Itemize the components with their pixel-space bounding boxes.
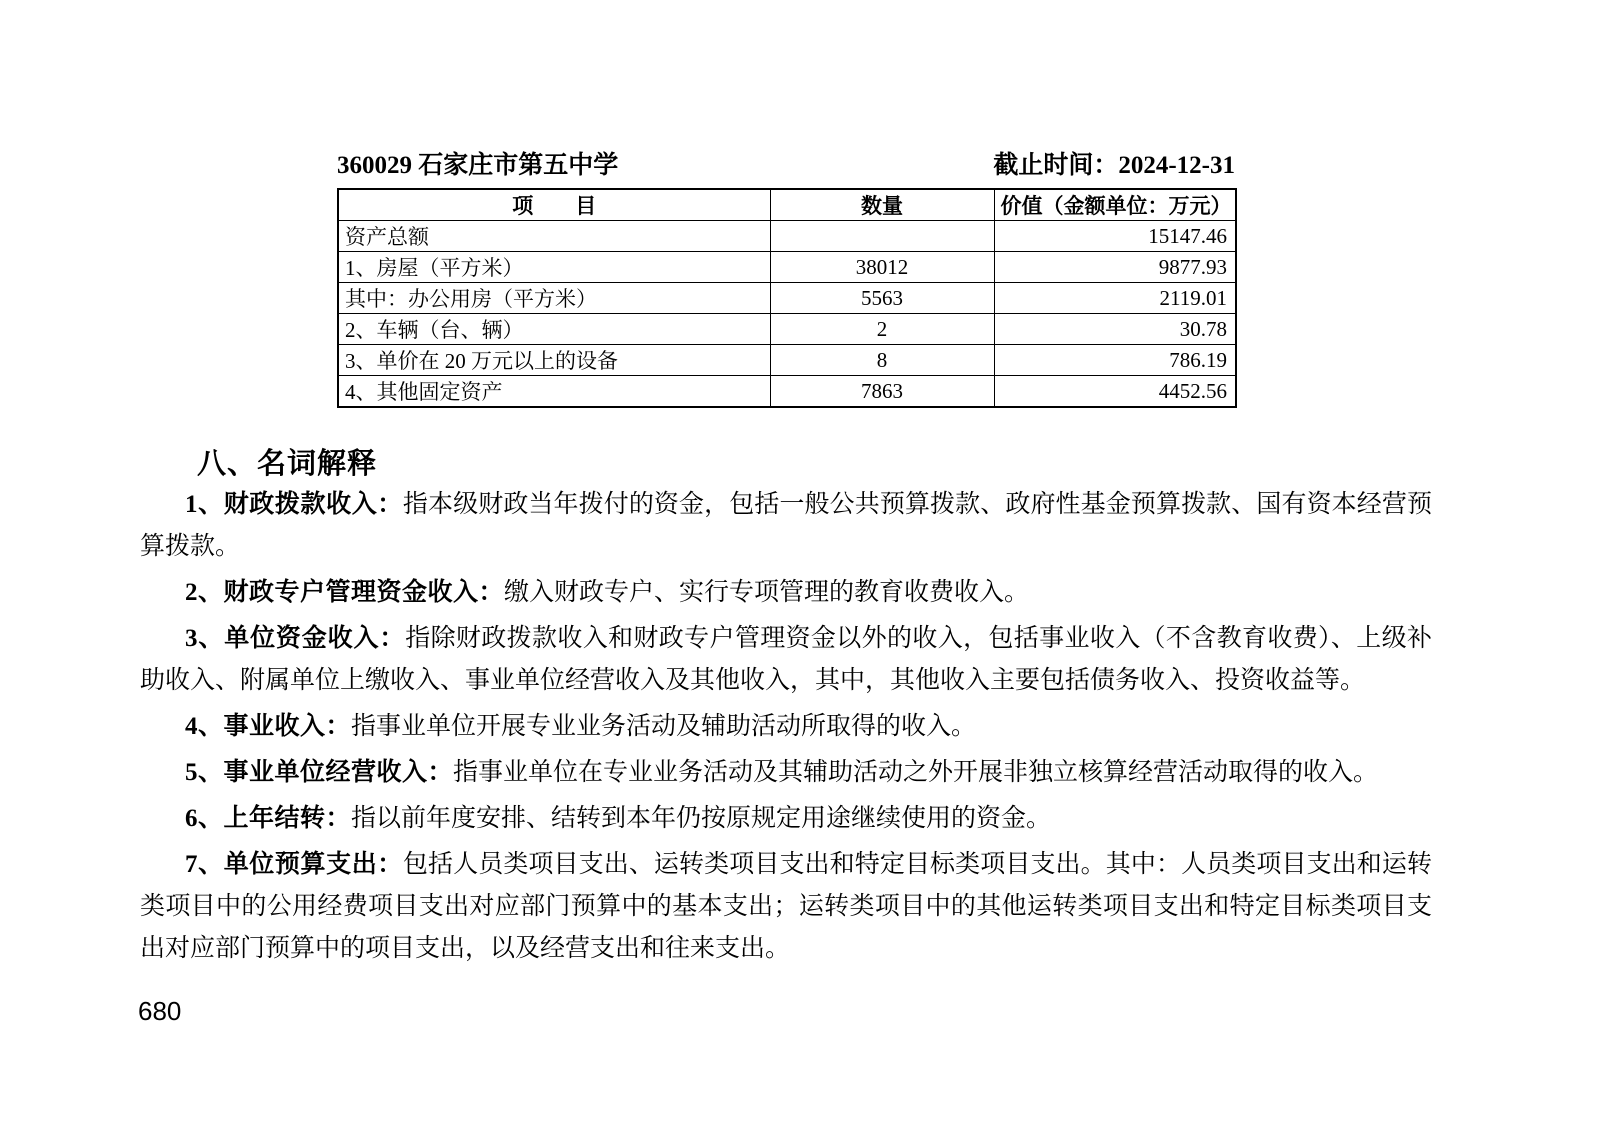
value-cell: 2119.01 bbox=[994, 283, 1236, 314]
glossary-section-heading: 八、名词解释 bbox=[197, 448, 378, 480]
glossary-paragraph bbox=[140, 844, 1432, 970]
term-definition: 指事业单位在专业业务活动及其辅助活动之外开展非独立核算经营活动取得的收入。 bbox=[453, 759, 1379, 786]
term-label: 6、上年结转： bbox=[185, 805, 352, 832]
table-row bbox=[338, 283, 1236, 314]
term-definition: 指除财政拨款收入和财政专户管理资金以外的收入，包括事业收入（不含教育收费）、上级补助收入、附属单位上缴收入、事业单位经营收入及其他收入，其中，其他收入主要包括债务收入、投资收益等。 bbox=[140, 625, 1432, 694]
value-cell: 9877.93 bbox=[994, 252, 1236, 283]
item-cell: 2、车辆（台、辆） bbox=[338, 314, 770, 345]
term-label: 2、财政专户管理资金收入： bbox=[185, 579, 505, 606]
column-header-qty: 数量 bbox=[770, 189, 994, 221]
qty-cell: 38012 bbox=[770, 252, 994, 283]
qty-cell bbox=[770, 221, 994, 252]
value-cell: 30.78 bbox=[994, 314, 1236, 345]
asset-table bbox=[337, 188, 1237, 408]
term-label: 3、单位资金收入： bbox=[185, 625, 406, 652]
glossary-paragraph bbox=[140, 484, 1432, 568]
value-cell: 15147.46 bbox=[994, 221, 1236, 252]
deadline-label: 截止时间：2024-12-31 bbox=[993, 152, 1235, 179]
org-title: 360029 石家庄市第五中学 bbox=[337, 152, 619, 179]
table-row bbox=[338, 252, 1236, 283]
column-header-value: 价值（金额单位：万元） bbox=[994, 189, 1236, 221]
term-label: 1、财政拨款收入： bbox=[185, 491, 403, 518]
glossary-paragraph bbox=[140, 706, 1432, 748]
table-row bbox=[338, 221, 1236, 252]
table-row bbox=[338, 314, 1236, 345]
glossary-paragraph bbox=[140, 618, 1432, 702]
glossary-paragraph bbox=[140, 572, 1432, 614]
term-definition: 缴入财政专户、实行专项管理的教育收费收入。 bbox=[504, 579, 1030, 606]
term-definition: 包括人员类项目支出、运转类项目支出和特定目标类项目支出。其中：人员类项目支出和运转类项目中的公用经费项目支出对应部门预算中的基本支出；运转类项目中的其他运转类项目支出和特定目标类项目支出对应部门预算中的项目支出，以及经营支出和往来支出。 bbox=[140, 851, 1432, 962]
glossary-paragraph bbox=[140, 752, 1432, 794]
item-cell: 4、其他固定资产 bbox=[338, 376, 770, 408]
document-header bbox=[337, 150, 1235, 182]
term-label: 5、事业单位经营收入： bbox=[185, 759, 454, 786]
term-label: 4、事业收入： bbox=[185, 713, 352, 740]
column-header-item: 项 目 bbox=[338, 189, 770, 221]
qty-cell: 5563 bbox=[770, 283, 994, 314]
glossary-paragraph bbox=[140, 798, 1432, 840]
page-number: 680 bbox=[138, 996, 182, 1026]
term-definition: 指以前年度安排、结转到本年仍按原规定用途继续使用的资金。 bbox=[351, 805, 1052, 832]
qty-cell: 7863 bbox=[770, 376, 994, 408]
term-label: 7、单位预算支出： bbox=[185, 851, 403, 878]
term-definition: 指本级财政当年拨付的资金，包括一般公共预算拨款、政府性基金预算拨款、国有资本经营预算拨款。 bbox=[140, 491, 1432, 560]
qty-cell: 2 bbox=[770, 314, 994, 345]
glossary-body bbox=[140, 484, 1432, 974]
table-row bbox=[338, 345, 1236, 376]
term-definition: 指事业单位开展专业业务活动及辅助活动所取得的收入。 bbox=[351, 713, 977, 740]
item-cell: 资产总额 bbox=[338, 221, 770, 252]
table-row bbox=[338, 376, 1236, 408]
value-cell: 786.19 bbox=[994, 345, 1236, 376]
table-header-row bbox=[338, 189, 1236, 221]
item-cell: 3、单价在 20 万元以上的设备 bbox=[338, 345, 770, 376]
item-cell: 1、房屋（平方米） bbox=[338, 252, 770, 283]
value-cell: 4452.56 bbox=[994, 376, 1236, 408]
qty-cell: 8 bbox=[770, 345, 994, 376]
item-cell: 其中：办公用房（平方米） bbox=[338, 283, 770, 314]
